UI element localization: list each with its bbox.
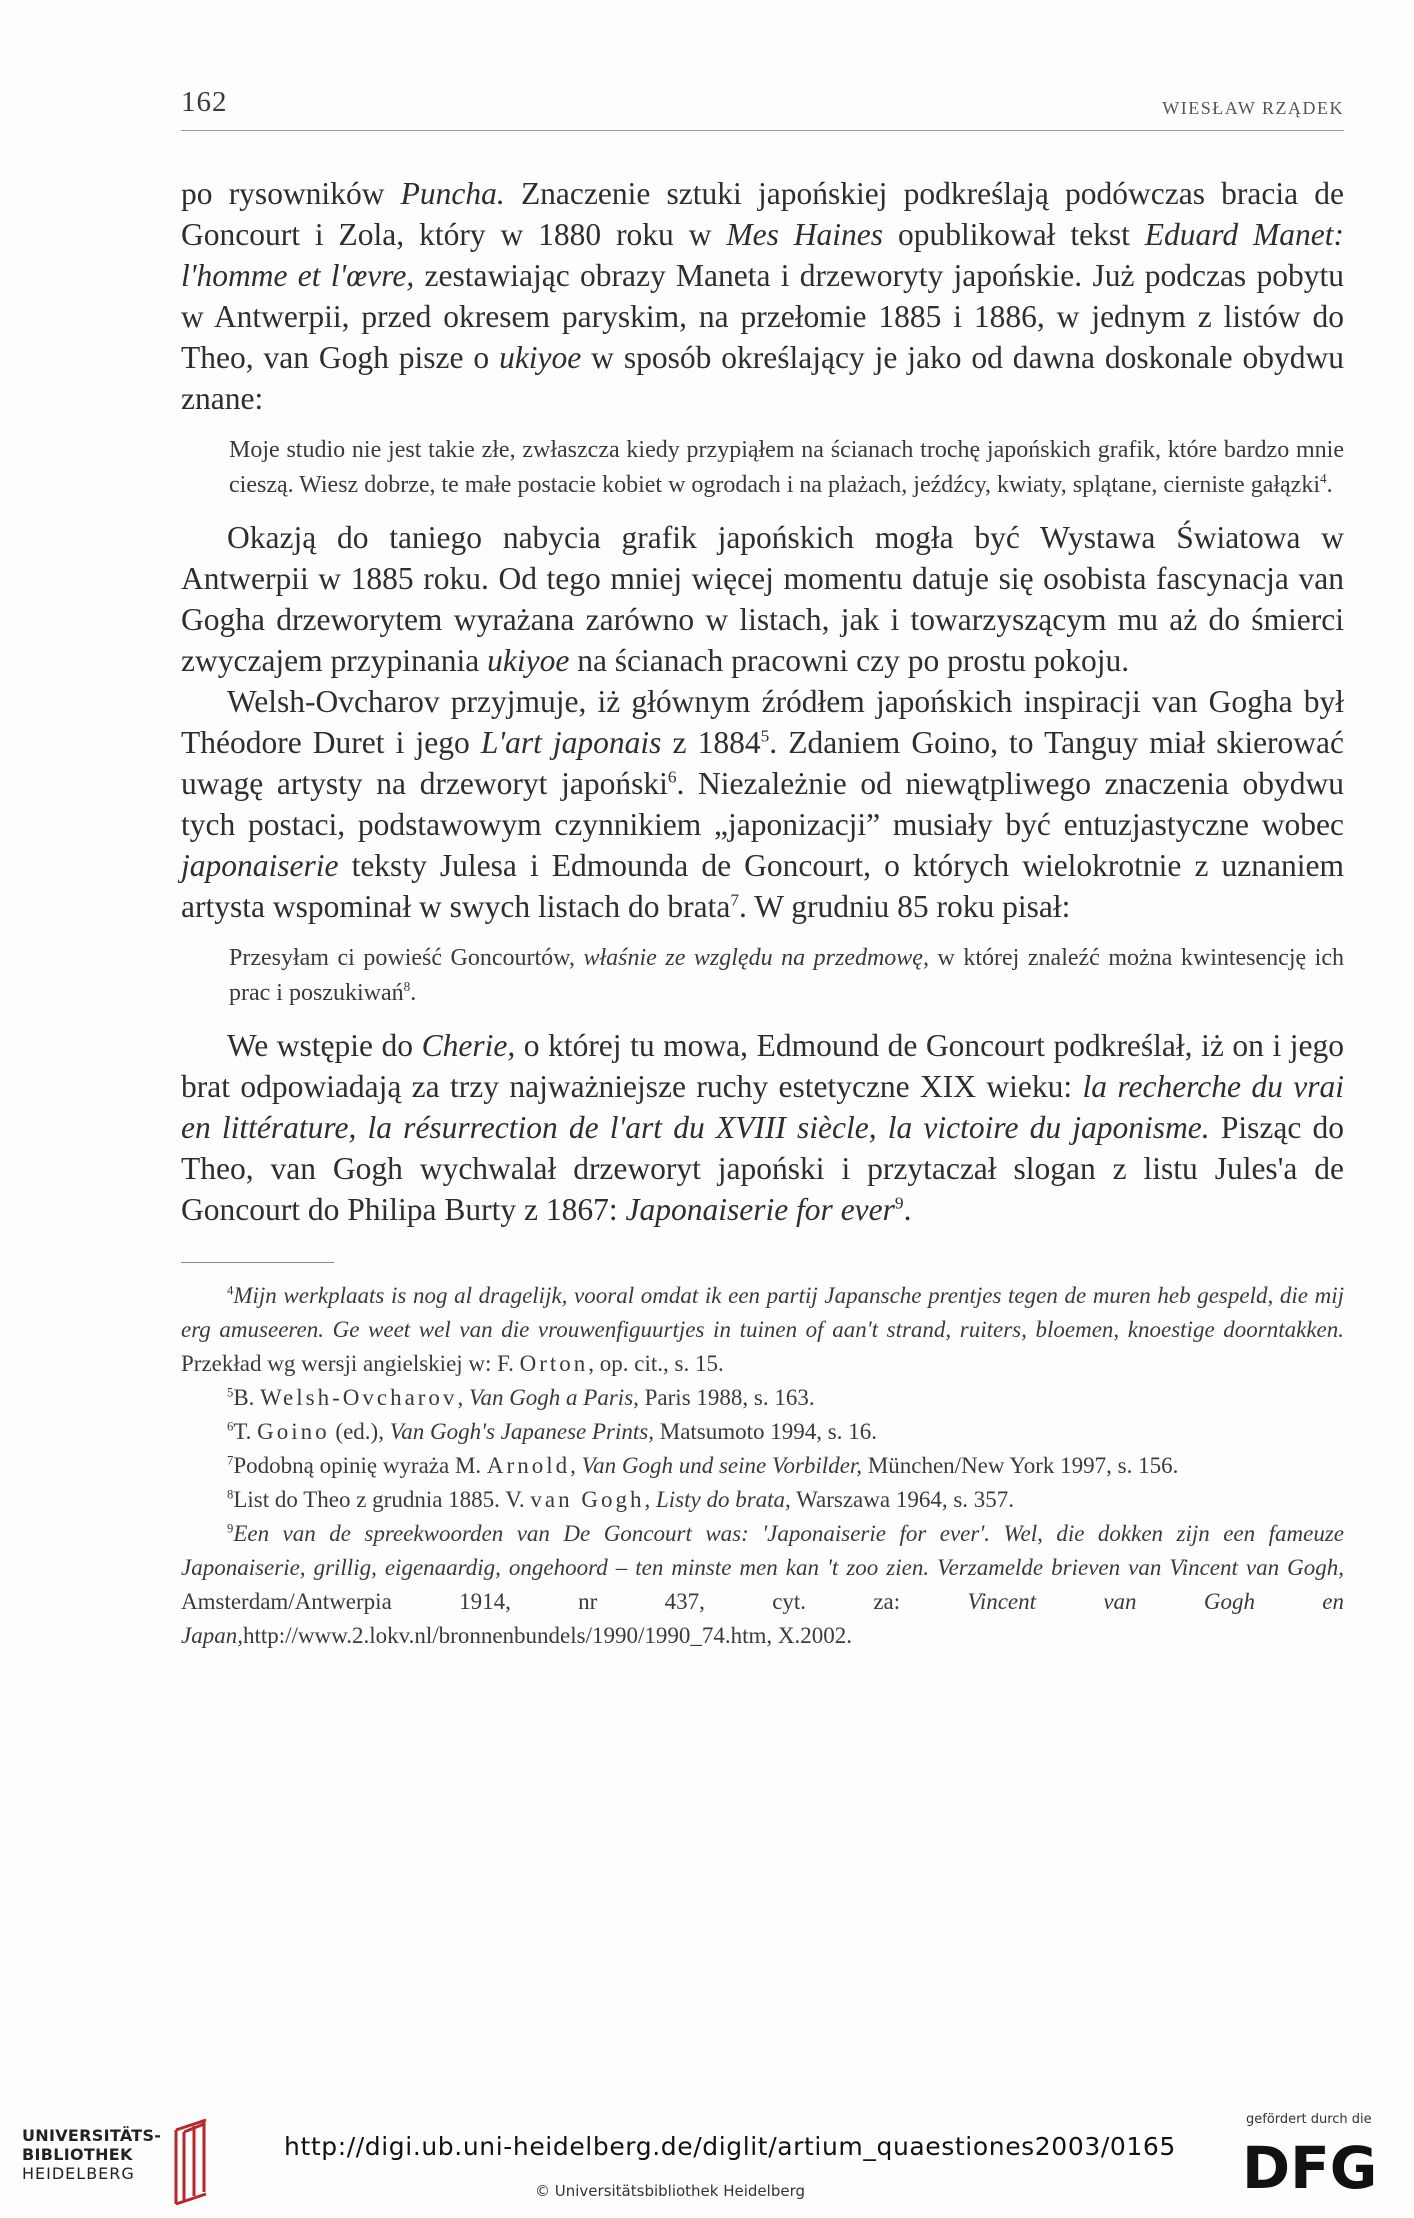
footnote-ref[interactable]: 4 [1320,471,1327,486]
footnote-ref[interactable]: 9 [894,1193,904,1213]
running-header [181,86,1344,131]
paragraph: po rysowników Puncha. Znaczenie sztuki japońskiej podkreślają podówczas bracia de Goncourt i Zola, który w 1880 roku w Mes Haines opublikował tekst Eduard Manet: l'homme et l'œvre, zestawiając obrazy Maneta i drzeworyty japońskie. Już podczas pobytu w Antwerpii, przed okresem paryskim, na przełomie 1885 i 1886, w jednym z listów do Theo, van Gogh pisze o ukiyoe w sposób określający je jako od dawna doskonale obydwu znane: [181,176,1345,416]
dfg-logo: gefördert durch die DFG [1240,2112,1390,2212]
footnote-ref[interactable]: 6 [667,767,677,787]
block-quote: Przesyłam ci powieść Goncourtów, właśnie ze względu na przedmowę, w której znaleźć można kwintesencję ich prac i poszukiwań$^8$. [229,945,1344,1006]
footnote: $^6$T. Goino (ed.), Van Gogh's Japanese Prints, Matsumoto 1994, s. 16. [227,1419,877,1444]
footnote-ref[interactable]: 7 [730,890,740,910]
paragraph: Welsh-Ovcharov przyjmuje, iż głównym źródłem japońskich inspiracji van Gogha był Théodore Duret i jego L'art japonais z 1884$^5$. Zdaniem Goino, to Tanguy miał skierować uwagę artysty na drzeworyt japoński$^6$. Niezależnie od niewątpliwego znaczenia obydwu tych postaci, podstawowym czynnikiem „japonizacji” musiały być entuzjastyczne wobec japonaiserie teksty Julesa i Edmounda de Goncourt, o których wielokrotnie z uznaniem artysta wspominał w swych listach do brata$^7$. W grudniu 85 roku pisał: [181,684,1345,924]
running-header-author: WIESŁAW RZĄDEK [1162,98,1344,118]
digitization-footer [0,2108,1414,2218]
source-url-link[interactable]: http://digi.ub.uni-heidelberg.de/diglit/artium_quaestiones2003/0165 [284,2132,1176,2161]
footnote-ref[interactable]: 8 [403,979,411,994]
footnote: $^9$Een van de spreekwoorden van De Goncourt was: 'Japonaiserie for ever'. Wel, die dokken zijn een fameuze Japonaiserie, grillig, eigenaardig, ongehoord – ten minste men kan 't zoo zien. Verzamelde brieven van Vincent van Gogh, Amsterdam/Antwerpia 1914, nr 437, cyt. za: Vincent van Gogh en Japan,http://www.2.lokv.nl/bronnenbundels/1990/1990_74.htm, X.2002. [181,1521,1344,1648]
footnote: $^4$Mijn werkplaats is nog al dragelijk, vooral omdat ik een partij Japansche prentjes tegen de muren heb gespeld, die mij erg amuseeren. Ge weet wel van die vrouwenfiguurtjes in tuinen of aan't strand, ruiters, bloemen, knoestige doorntakken. Przekład wg wersji angielskiej w: F. Orton, op. cit., s. 15. [181,1283,1344,1376]
svg-text:DFG: DFG [1242,2134,1378,2194]
block-quote: Moje studio nie jest takie złe, zwłaszcza kiedy przypiąłem na ścianach trochę japońskich grafik, które bardzo mnie cieszą. Wiesz dobrze, te małe postacie kobiet w ogrodach i na plażach, jeźdźcy, kwiaty, splątane, cierniste gałązki$^4$. [229,437,1344,498]
footnote: $^7$Podobną opinię wyraża M. Arnold, Van Gogh und seine Vorbilder, München/New York 1997, s. 156. [227,1453,1179,1478]
main-text [181,173,1344,1653]
page-number: 162 [181,86,228,118]
paragraph: We wstępie do Cherie, o której tu mowa, Edmound de Goncourt podkreślał, iż on i jego brat odpowiadają za trzy najważniejsze ruchy estetyczne XIX wieku: la recherche du vrai en littérature, la résurrection de l'art du XVIII siècle, la victoire du japonisme. Pisząc do Theo, van Gogh wychwalał drzeworyt japoński i przytaczał slogan z listu Jules'a de Goncourt do Philipa Burty z 1867: Japonaiserie for ever$^9$. [181,1028,1344,1227]
footnote: $^5$B. Welsh-Ovcharov, Van Gogh a Paris, Paris 1988, s. 163. [227,1385,815,1410]
footnote-ref[interactable]: 5 [760,726,770,746]
footnote: $^8$List do Theo z grudnia 1885. V. van Gogh, Listy do brata, Warszawa 1964, s. 357. [227,1487,1015,1512]
library-emblem-icon [170,2118,212,2208]
footnote-divider [181,1262,334,1263]
footnotes [181,1279,1344,1653]
copyright-notice: © Universitätsbibliothek Heidelberg [535,2182,806,2200]
paragraph: Okazją do taniego nabycia grafik japońskich mogła być Wystawa Światowa w Antwerpii w 1885 roku. Od tego mniej więcej momentu datuje się osobista fascynacja van Gogha drzeworytem wyrażana zarówno w listach, jak i towarzyszącym mu aż do śmierci zwyczajem przypinania ukiyoe na ścianach pracowni czy po prostu pokoju. [181,520,1344,678]
dfg-logo-mark [1240,2130,1390,2194]
library-logo: UNIVERSITÄTS- BIBLIOTHEK HEIDELBERG [22,2118,252,2214]
